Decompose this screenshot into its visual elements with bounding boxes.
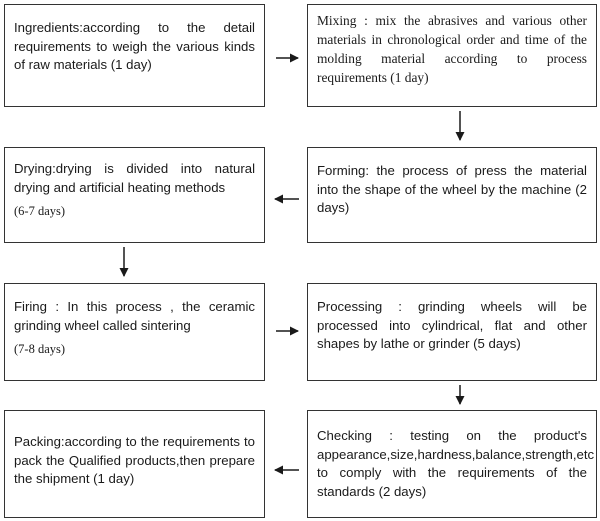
step-mixing-text: Mixing : mix the abrasives and various other materials in chronological order and time of the molding material according to process requirements (1 day)	[317, 13, 587, 86]
step-firing-text: Firing : In this process , the ceramic grinding wheel called sintering	[14, 299, 255, 333]
step-drying-text: Drying:drying is divided into natural drying and artificial heating methods	[14, 161, 255, 195]
step-processing-text: Processing : grinding wheels will be processed into cylindrical, flat and other shapes by lathe or grinder (5 days)	[317, 299, 587, 352]
step-ingredients-text: Ingredients:according to the detail requirements to weigh the various kinds of raw materials (1 day)	[14, 20, 255, 73]
step-firing-duration: (7-8 days)	[14, 342, 66, 357]
step-packing-text: Packing:according to the requirements to pack the Qualified products,then prepare the shipment (1 day)	[14, 434, 255, 487]
step-forming-text: Forming: the process of press the material into the shape of the wheel by the machine (2 days)	[317, 163, 587, 216]
step-checking-text: Checking : testing on the product's appearance,size,hardness,balance,strength,etc to comply with the requirements of the standards (2 days)	[317, 428, 595, 500]
step-drying-duration: (6-7 days)	[14, 204, 66, 219]
